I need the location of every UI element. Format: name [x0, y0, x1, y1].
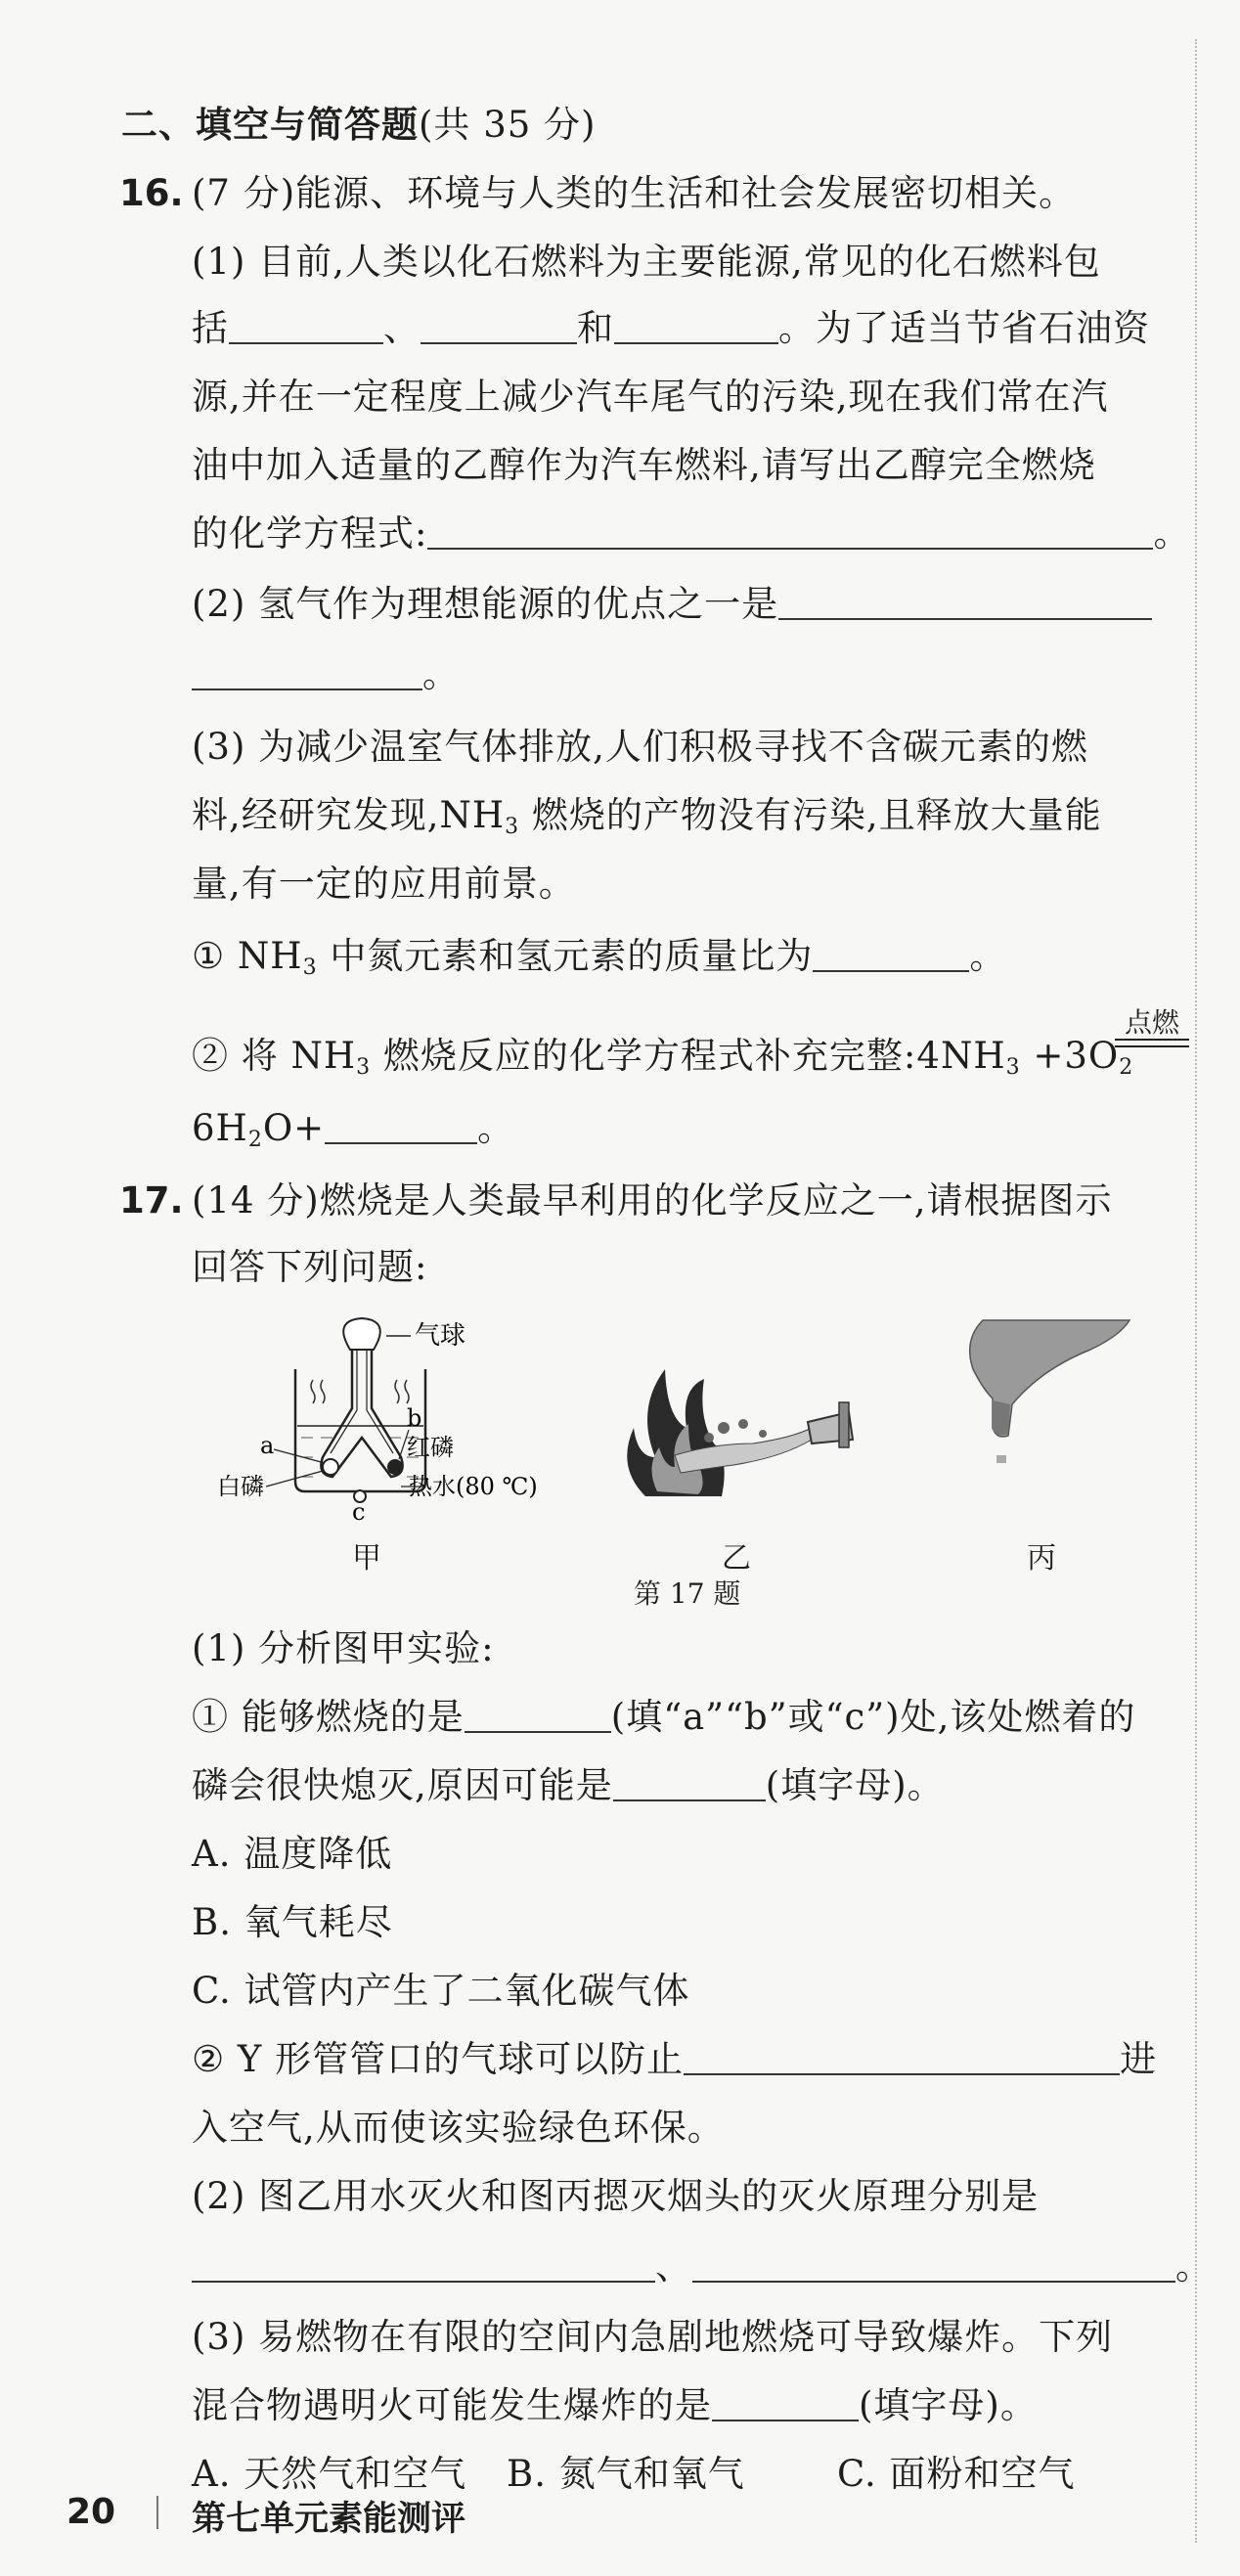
q16-p1-line4: 油中加入适量的乙醇作为汽车燃料,请写出乙醇完全燃烧 [192, 444, 1096, 486]
figure-jia-y-tube [215, 1310, 567, 1526]
option-a-natural-gas: A. 天然气和空气 [192, 2453, 467, 2495]
blank-hydrogen-advantage-cont[interactable] [192, 655, 422, 690]
figure-yi-label: 乙 [722, 1541, 751, 1576]
q17-intro: (14 分)燃烧是人类最早利用的化学反应之一,请根据图示 [192, 1179, 1113, 1221]
svg-text:c: c [352, 1498, 366, 1526]
q16-p1-line1: (1) 目前,人类以化石燃料为主要能源,常见的化石燃料包 [192, 241, 1101, 283]
footer-title: 第七单元素能测评 [192, 2500, 466, 2539]
q16-p3-line2: 料,经研究发现$,NH_3$ 燃烧的产物没有污染,且释放大量能 [192, 794, 1102, 839]
option-c-flour: C. 面粉和空气 [837, 2453, 1076, 2495]
blank-principle-water[interactable] [192, 2247, 655, 2283]
blank-fuel-1[interactable] [229, 309, 383, 344]
q17-p2: (2) 图乙用水灭火和图丙摁灭烟头的灭火原理分别是 [192, 2175, 1040, 2217]
blank-balloon-purpose[interactable] [684, 2040, 1120, 2075]
question-17-number: 17. [119, 1179, 184, 1221]
figure-bing-label: 丙 [1027, 1541, 1056, 1576]
figure-bing-hand [953, 1310, 1149, 1477]
footer-divider [156, 2496, 158, 2529]
blank-burning-position[interactable] [465, 1698, 611, 1733]
q16-sub2: ② 将 $NH_3$ 燃烧反应的化学方程式补充完整$:4NH_3 +3O_2$ [192, 1035, 1134, 1080]
q17-p3: (3) 易燃物在有限的空间内急剧地燃烧可导致爆炸。下列 [192, 2316, 1114, 2358]
svg-text:a: a [260, 1432, 275, 1459]
option-b-oxygen: B. 氧气耗尽 [192, 1901, 393, 1943]
q16-p1-line2: 括 、 和 。为了适当节省石油资 [192, 307, 1150, 349]
q16-p3-line3: 量,有一定的应用前景。 [192, 863, 576, 905]
option-b-nitrogen: B. 氮气和氧气 [507, 2453, 745, 2495]
question-16-number: 16. [119, 172, 184, 214]
q16-p3-line1: (3) 为减少温室气体排放,人们积极寻找不含碳元素的燃 [192, 726, 1088, 768]
reaction-condition: 点燃 [1115, 1007, 1189, 1047]
blank-mass-ratio[interactable] [813, 937, 969, 972]
blank-fuel-3[interactable] [614, 309, 778, 344]
blank-hydrogen-advantage[interactable] [778, 585, 1152, 620]
blank-principle-cigarette[interactable] [692, 2247, 1175, 2283]
svg-text:白磷: 白磷 [217, 1473, 264, 1500]
q17-p2-answers: 、 。 [192, 2243, 1213, 2290]
figure-yi-fire-hose [616, 1350, 861, 1506]
q17-p1: (1) 分析图甲实验: [192, 1627, 495, 1669]
q16-p1-line5: 的化学方程式: 。 [192, 512, 1191, 555]
q17-p3-line2: 混合物遇明火可能发生爆炸的是 (填字母)。 [192, 2384, 1038, 2426]
q16-p2-line2: 。 [192, 651, 460, 698]
q17-s2-line1: ② Y 形管管口的气球可以防止 进 [192, 2038, 1158, 2080]
q16-intro: (7 分)能源、环境与人类的生活和社会发展密切相关。 [192, 172, 1077, 214]
q17-intro2: 回答下列问题: [192, 1246, 428, 1288]
blank-fuel-2[interactable] [421, 309, 577, 344]
blank-product[interactable] [325, 1109, 477, 1144]
q16-p1-line3: 源,并在一定程度上减少汽车尾气的污染,现在我们常在汽 [192, 376, 1109, 418]
option-a-temperature: A. 温度降低 [192, 1833, 393, 1875]
q17-s2-line2: 入空气,从而使该实验绿色环保。 [192, 2107, 725, 2149]
svg-text:热水(80 ℃): 热水(80 ℃) [409, 1473, 538, 1500]
svg-text:红磷: 红磷 [407, 1434, 454, 1461]
blank-extinguish-reason[interactable] [613, 1766, 766, 1801]
section-title: 二、填空与简答题(共 35 分) [121, 104, 597, 146]
q17-s1-line2: 磷会很快熄灭,原因可能是 (填字母)。 [192, 1764, 945, 1806]
figure-jia-label: 甲 [352, 1541, 381, 1576]
blank-ethanol-equation[interactable] [427, 514, 1153, 550]
margin-dotted-line [1195, 39, 1197, 2543]
blank-explosion-mixture[interactable] [712, 2386, 859, 2421]
q16-sub1: ① $NH_3$ 中氮元素和氢元素的质量比为 。 [192, 935, 1007, 980]
option-c-co2: C. 试管内产生了二氧化碳气体 [192, 1970, 690, 2012]
svg-text:b: b [407, 1404, 422, 1432]
figure-caption: 第 17 题 [634, 1577, 741, 1610]
q16-sub2-line2: $6H_2O+$ 。 [192, 1107, 515, 1152]
svg-text:气球: 气球 [415, 1321, 466, 1351]
q16-p2-line1: (2) 氢气作为理想能源的优点之一是 [192, 581, 1152, 628]
q17-s1-line1: ① 能够燃烧的是 (填“a”“b”或“c”)处,该处燃着的 [192, 1696, 1136, 1738]
page-number: 20 [66, 2492, 116, 2532]
